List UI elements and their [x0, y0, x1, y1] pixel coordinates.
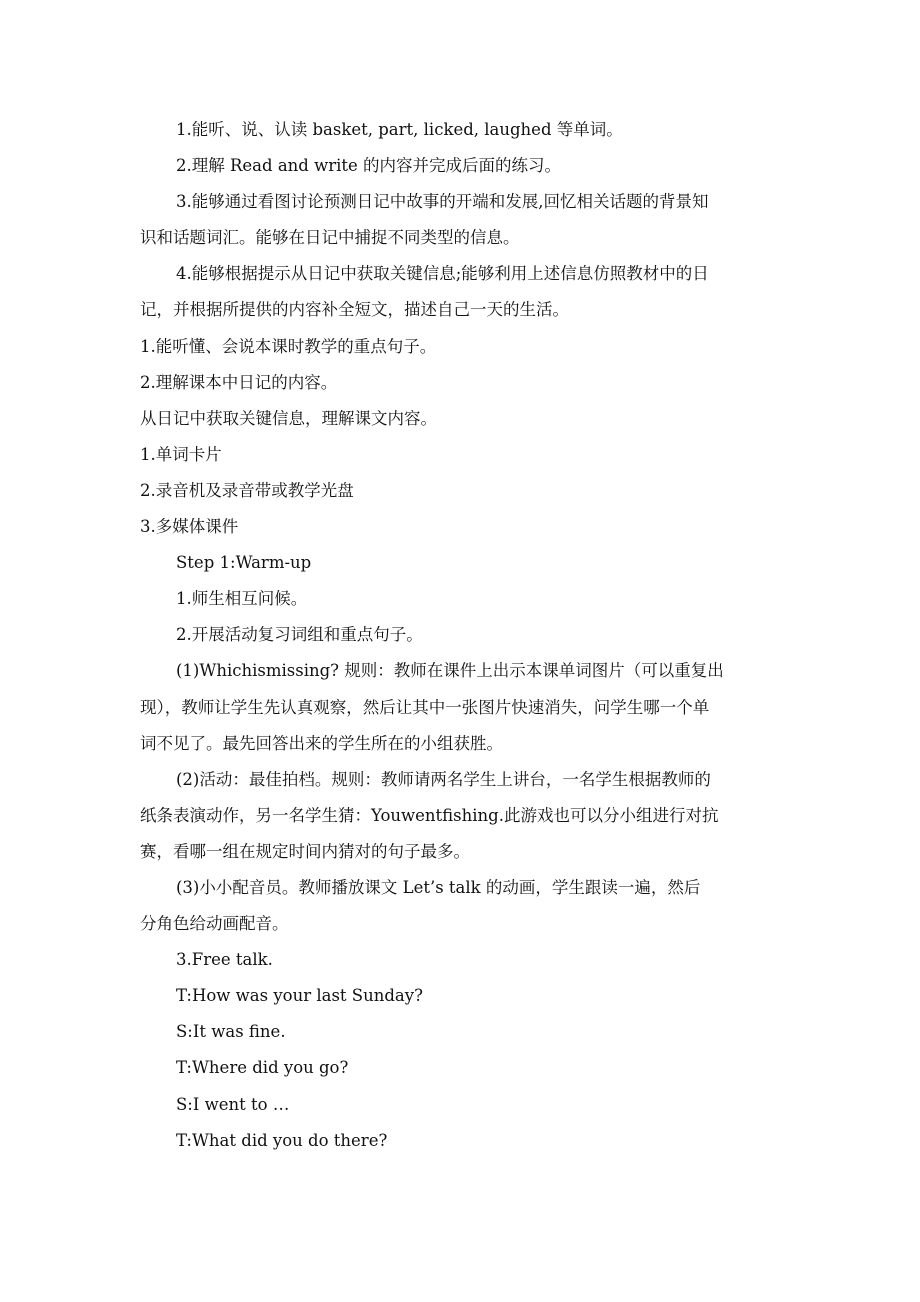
text-line: 3.能够通过看图讨论预测日记中故事的开端和发展,回忆相关话题的背景知 — [176, 192, 709, 212]
text-line: 词不见了。最先回答出来的学生所在的小组获胜。 — [140, 733, 503, 753]
text-line: (1)Whichismissing? 规则：教师在课件上出示本课单词图片（可以重复出 — [176, 661, 724, 681]
text-line: 记，并根据所提供的内容补全短文，描述自己一天的生活。 — [140, 300, 569, 320]
text-line: T:Where did you go? — [176, 1058, 349, 1078]
text-line: T:What did you do there? — [176, 1130, 388, 1150]
text-line: (2)活动：最佳拍档。规则：教师请两名学生上讲台，一名学生根据教师的 — [176, 769, 711, 789]
text-line: 4.能够根据提示从日记中获取关键信息;能够利用上述信息仿照教材中的日 — [176, 264, 709, 284]
text-line: 2.开展活动复习词组和重点句子。 — [176, 625, 423, 645]
text-line: 1.能听懂、会说本课时教学的重点句子。 — [140, 336, 437, 356]
text-line: (3)小小配音员。教师播放课文 Let’s talk 的动画，学生跟读一遍，然后 — [176, 877, 701, 897]
text-line: Step 1:Warm-up — [176, 553, 312, 573]
text-line: 1.能听、说、认读 basket, part, licked, laughed 等单词。 — [176, 120, 623, 139]
text-line: 2.录音机及录音带或教学光盘 — [140, 480, 354, 500]
text-line: S:I went to … — [176, 1094, 290, 1114]
text-line: 2.理解课本中日记的内容。 — [140, 372, 338, 392]
text-line: 从日记中获取关键信息，理解课文内容。 — [140, 408, 437, 428]
text-line: 赛，看哪一组在规定时间内猜对的句子最多。 — [140, 841, 470, 861]
text-line: T:How was your last Sunday? — [176, 986, 423, 1006]
text-line: 1.师生相互问候。 — [176, 589, 308, 609]
text-line: S:It was fine. — [176, 1022, 286, 1042]
document-body — [140, 117, 785, 1164]
text-line: 纸条表演动作，另一名学生猜：Youwentfishing.此游戏也可以分小组进行对抗 — [140, 805, 719, 825]
text-line: 3.多媒体课件 — [140, 517, 239, 537]
text-line: 现），教师让学生先认真观察，然后让其中一张图片快速消失，问学生哪一个单 — [140, 697, 710, 717]
text-line: 分角色给动画配音。 — [140, 914, 289, 934]
text-line: 识和话题词汇。能够在日记中捕捉不同类型的信息。 — [140, 228, 520, 248]
text-line: 1.单词卡片 — [140, 444, 222, 464]
text-line: 2.理解 Read and write 的内容并完成后面的练习。 — [176, 156, 562, 176]
text-line: 3.Free talk. — [176, 950, 273, 970]
